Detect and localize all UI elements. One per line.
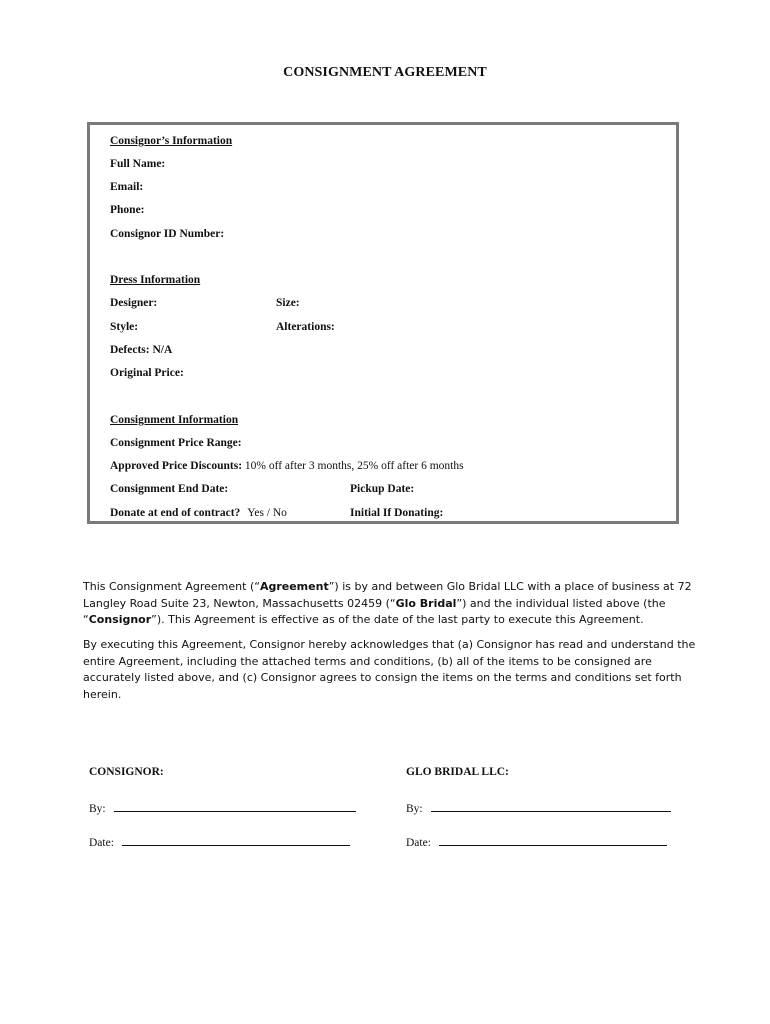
discounts-label: Approved Price Discounts: [110, 460, 243, 472]
donate-label: Donate at end of contract? [110, 507, 241, 519]
donate-row [110, 507, 287, 519]
dress-info-heading: Dress Information [110, 274, 201, 286]
company-by-line[interactable] [406, 801, 671, 815]
glo-bridal-term: Glo Bridal [395, 596, 457, 610]
discounts-value: 10% off after 3 months, 25% off after 6 months [244, 460, 464, 472]
consignor-id-label: Consignor ID Number: [110, 228, 225, 240]
discounts-row [110, 460, 464, 472]
consignment-info-heading: Consignment Information [110, 414, 239, 426]
original-price-label: Original Price: [110, 367, 184, 379]
designer-label: Designer: [110, 297, 158, 309]
consignor-info-heading: Consignor’s Information [110, 135, 233, 147]
consignor-signature-heading: CONSIGNOR: [89, 766, 164, 778]
phone-label: Phone: [110, 204, 145, 216]
company-date-label: Date: [406, 837, 431, 849]
consignor-by-label: By: [89, 803, 106, 815]
company-date-line[interactable] [406, 835, 667, 849]
consignor-term: Consignor [88, 613, 152, 626]
pickup-date-label: Pickup Date: [350, 483, 415, 495]
email-label: Email: [110, 181, 144, 193]
full-name-label: Full Name: [110, 158, 166, 170]
consignor-date-label: Date: [89, 837, 114, 849]
consignor-date-line[interactable] [89, 835, 350, 849]
consignor-by-line[interactable] [89, 801, 356, 815]
company-signature-heading: GLO BRIDAL LLC: [406, 766, 509, 778]
price-range-label: Consignment Price Range: [110, 437, 242, 449]
agreement-term: Agreement [259, 580, 329, 593]
document-title: CONSIGNMENT AGREEMENT [283, 65, 487, 80]
company-by-signature-line[interactable] [431, 801, 671, 812]
alterations-label: Alterations: [276, 321, 335, 333]
size-label: Size: [276, 297, 300, 309]
company-date-signature-line[interactable] [439, 835, 667, 846]
end-date-label: Consignment End Date: [110, 483, 229, 495]
consignor-date-signature-line[interactable] [122, 835, 350, 846]
initial-label: Initial If Donating: [350, 507, 444, 519]
information-box [87, 122, 679, 524]
consignor-by-signature-line[interactable] [114, 801, 356, 812]
company-by-label: By: [406, 803, 423, 815]
agreement-paragraph: This Consignment Agreement (“Agreement”) is by and between Glo Bridal LLC with a place of business at 72 Langley Road Suite 23, Newton, Massachusetts 02459 (“Glo Bridal”) and the individual listed above (the “Consignor”). This Agreement is effective as of the date of the last party to execute this Agreement. [83, 580, 692, 626]
style-label: Style: [110, 321, 139, 333]
acknowledgement-paragraph: By executing this Agreement, Consignor hereby acknowledges that (a) Consignor has read and understand the entire Agreement, including the attached terms and conditions, (b) all of the items to be consigned are accurately listed above, and (c) Consignor agrees to consign the items on the terms and conditions set forth herein. [83, 638, 696, 701]
donate-value: Yes / No [247, 507, 287, 519]
defects-label: Defects: N/A [110, 344, 173, 356]
